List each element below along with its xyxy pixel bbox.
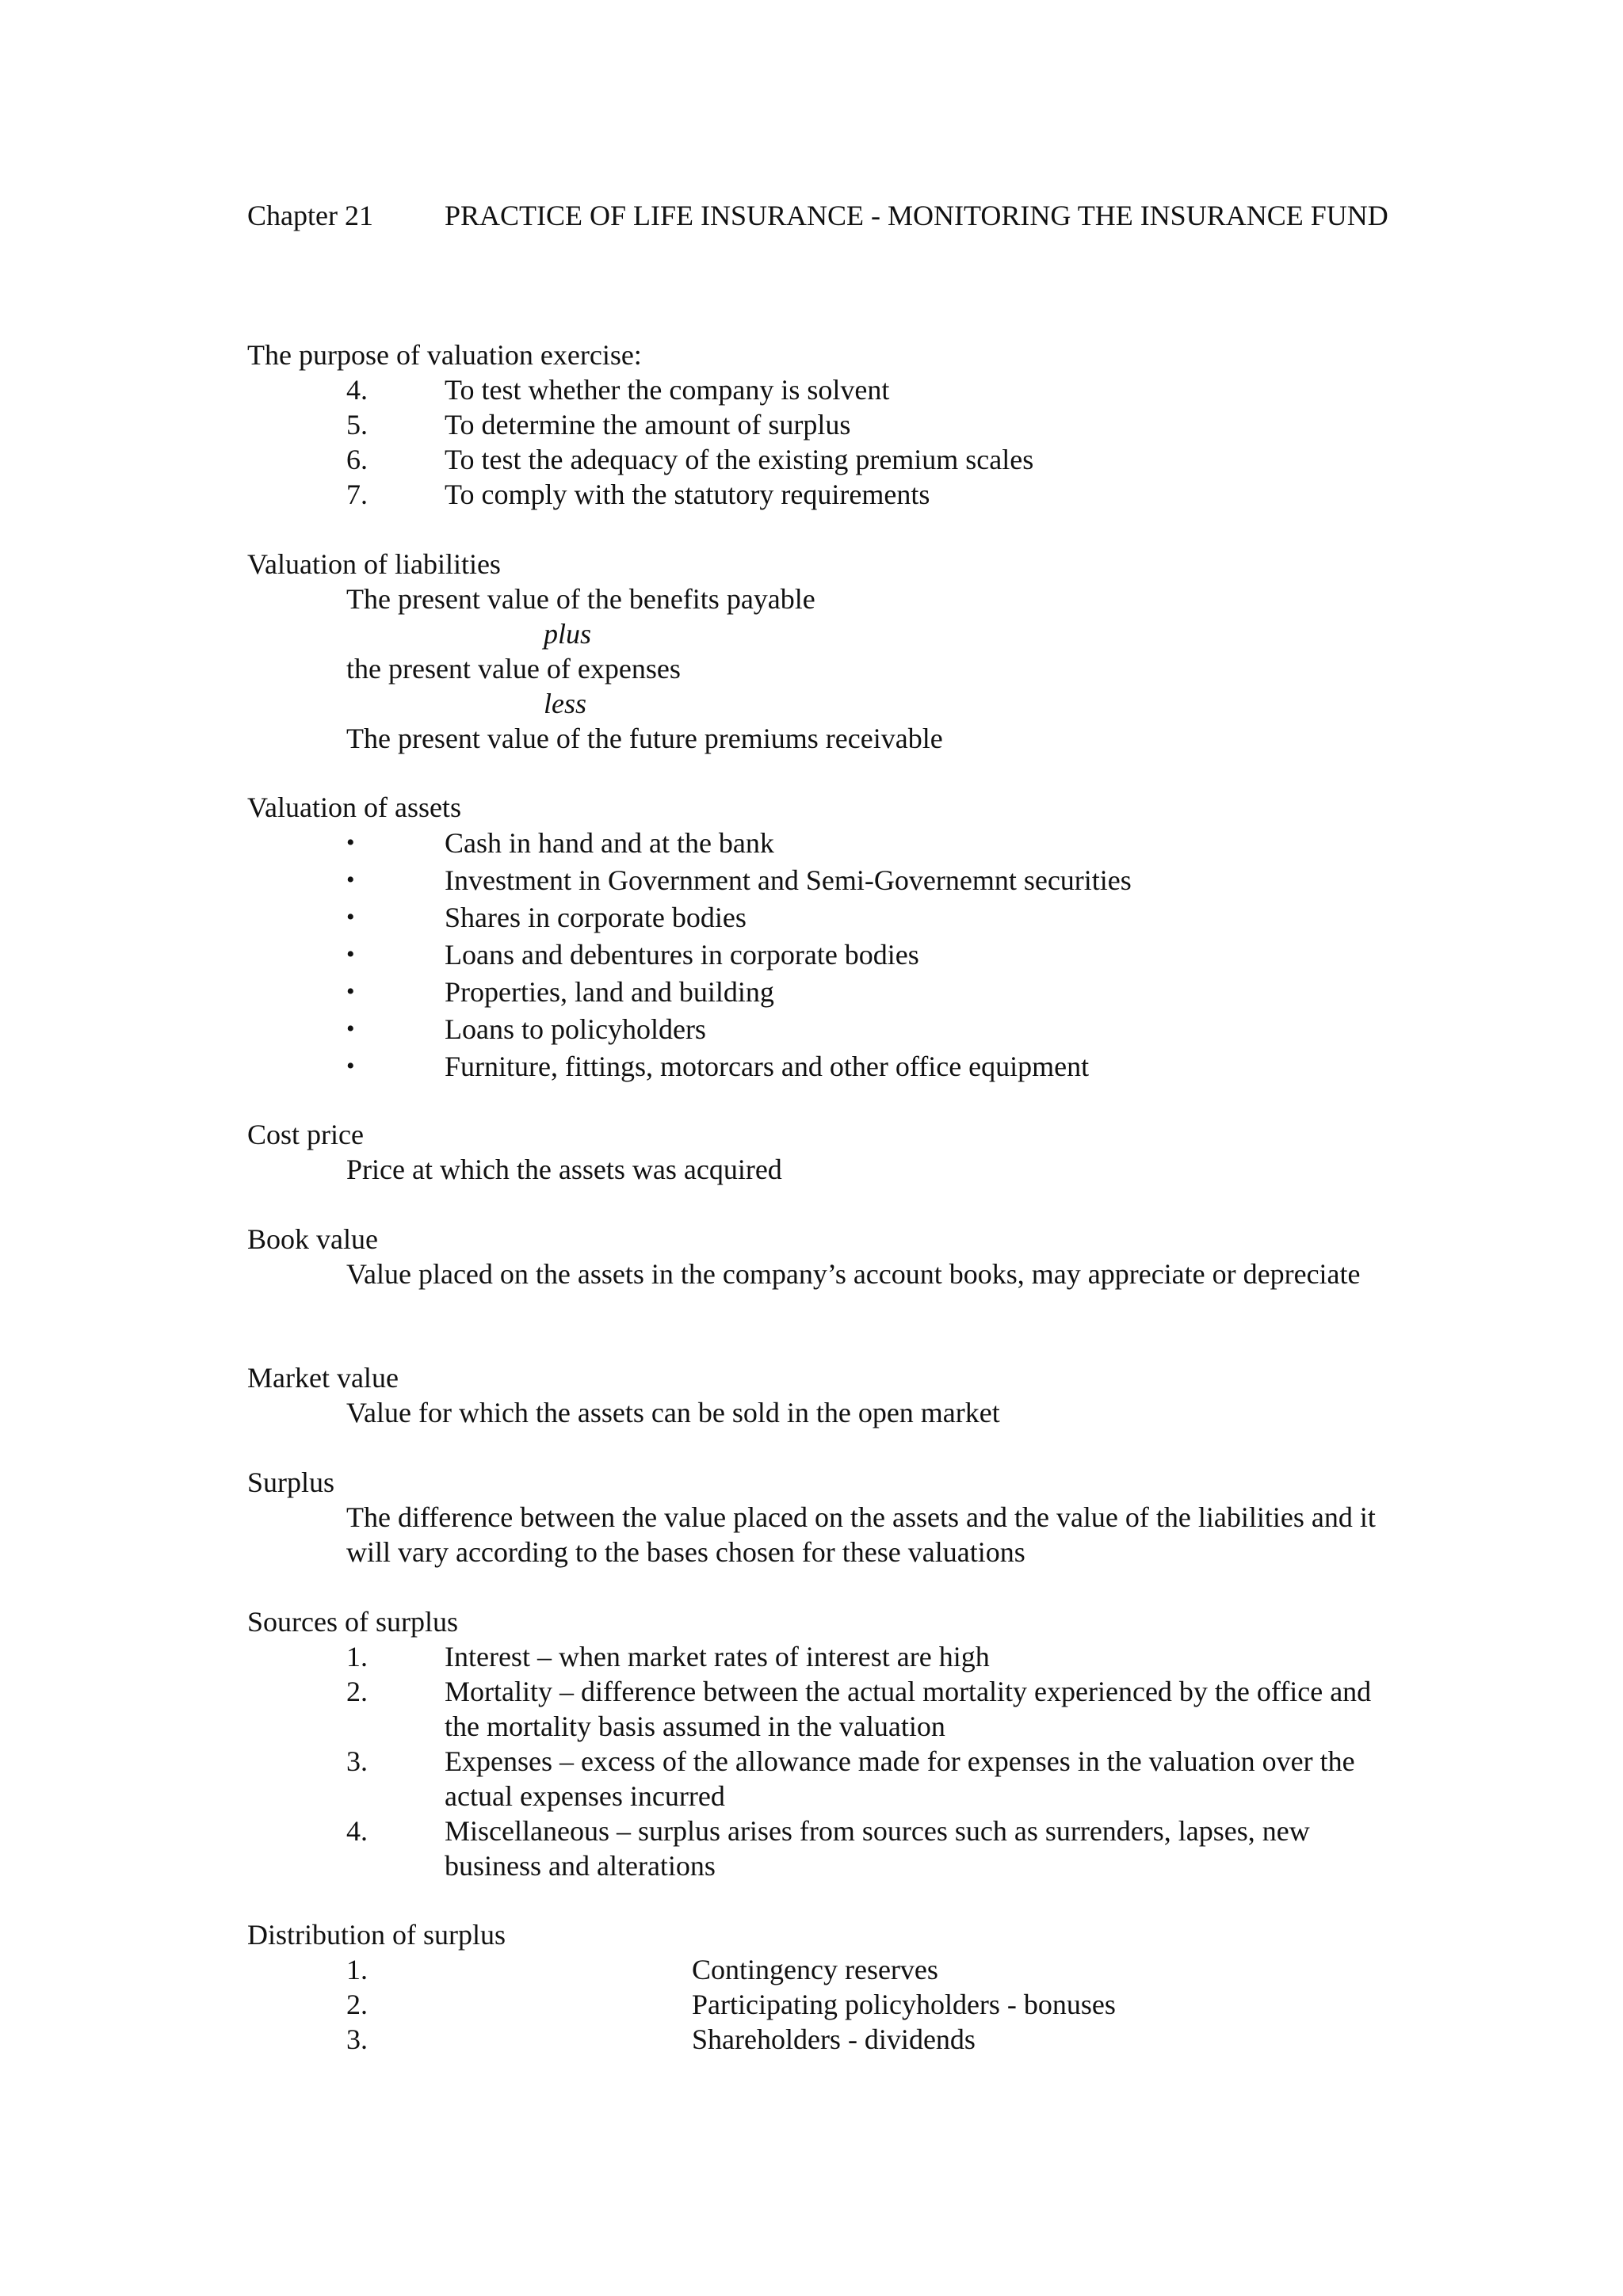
bullet-icon: • [346,867,355,893]
sources-item-text: Interest – when market rates of interest are high [445,1641,990,1672]
sources-item-number: 3. [346,1745,368,1777]
sources-item-number: 4. [346,1815,368,1847]
market-value-heading: Market value [247,1362,399,1394]
distribution-item-text: Contingency reserves [692,1954,938,1985]
liabilities-line: the present value of expenses [346,653,681,685]
surplus-heading: Surplus [247,1466,335,1498]
liabilities-operator: less [544,688,586,719]
distribution-item-number: 2. [346,1989,368,2020]
book-value-heading: Book value [247,1223,378,1255]
liabilities-line: The present value of the benefits payable [346,583,815,615]
purpose-item-text: To test whether the company is solvent [445,374,890,406]
distribution-item-number: 3. [346,2023,368,2055]
purpose-item-number: 7. [346,479,368,510]
bullet-icon: • [346,978,355,1005]
purpose-item-number: 5. [346,409,368,441]
distribution-item-text: Participating policyholders - bonuses [692,1989,1116,2020]
asset-item: Furniture, fittings, motorcars and other office equipment [445,1051,1090,1082]
purpose-item-text: To determine the amount of surplus [445,409,851,441]
distribution-item-number: 1. [346,1954,368,1985]
bullet-icon: • [346,830,355,856]
cost-price-text: Price at which the assets was acquired [346,1154,782,1185]
sources-item-text: Mortality – difference between the actual mortality experienced by the office and the mortality basis assumed in the valuation [445,1676,1372,1742]
bullet-icon: • [346,1053,355,1079]
sources-heading: Sources of surplus [247,1606,458,1638]
purpose-item-number: 4. [346,374,368,406]
bullet-icon: • [346,904,355,930]
purpose-heading: The purpose of valuation exercise: [247,339,642,371]
sources-item-number: 1. [346,1641,368,1672]
sources-item-text: Expenses – excess of the allowance made for expenses in the valuation over the actual expenses incurred [445,1745,1355,1812]
assets-heading: Valuation of assets [247,791,461,823]
chapter-label: Chapter 21 [247,200,373,231]
distribution-heading: Distribution of surplus [247,1919,506,1951]
asset-item: Properties, land and building [445,976,774,1008]
surplus-text: The difference between the value placed on the assets and the value of the liabilities and it will vary according to the bases chosen for these valuations [346,1501,1376,1568]
cost-price-heading: Cost price [247,1119,364,1150]
asset-item: Loans to policyholders [445,1013,706,1045]
bullet-icon: • [346,941,355,967]
sources-item-text: Miscellaneous – surplus arises from sources such as surrenders, lapses, new business and alterations [445,1815,1310,1882]
asset-item: Cash in hand and at the bank [445,827,774,859]
purpose-item-number: 6. [346,444,368,475]
purpose-item-text: To test the adequacy of the existing premium scales [445,444,1034,475]
distribution-item-text: Shareholders - dividends [692,2023,976,2055]
liabilities-operator: plus [544,618,592,650]
liabilities-line: The present value of the future premiums receivable [346,723,943,754]
asset-item: Loans and debentures in corporate bodies [445,939,919,971]
book-value-text: Value placed on the assets in the company’s account books, may appreciate or depreciate [346,1258,1361,1290]
asset-item: Shares in corporate bodies [445,902,747,933]
chapter-title: PRACTICE OF LIFE INSURANCE - MONITORING THE INSURANCE FUND [445,200,1388,231]
market-value-text: Value for which the assets can be sold in the open market [346,1397,1000,1428]
purpose-item-text: To comply with the statutory requirements [445,479,930,510]
bullet-icon: • [346,1016,355,1042]
sources-item-number: 2. [346,1676,368,1707]
liabilities-heading: Valuation of liabilities [247,548,501,580]
asset-item: Investment in Government and Semi-Governemnt securities [445,864,1132,896]
